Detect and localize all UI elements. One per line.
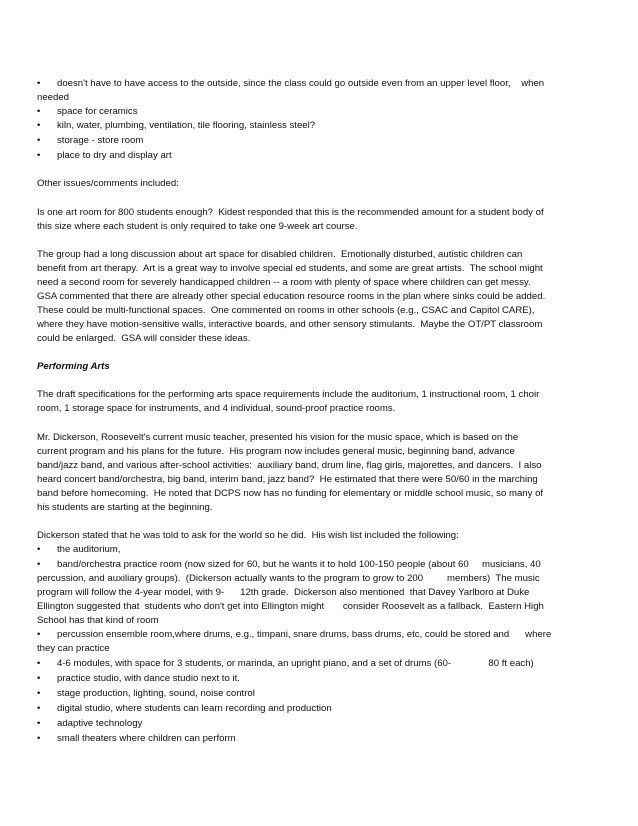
bullet-icon: •	[37, 559, 41, 570]
list-item: • kiln, water, plumbing, ventilation, tile flooring, stainless steel?	[37, 120, 316, 131]
paragraph-line: room, 1 storage space for instruments, and 4 individual, sound-proof practice rooms.	[37, 403, 396, 414]
paragraph-line: his students are starting at the beginning.	[37, 502, 213, 513]
list-item: • the auditorium,	[37, 544, 121, 555]
bullet-icon: •	[37, 150, 41, 161]
bullet-icon: •	[37, 629, 41, 640]
paragraph-line: These could be multi-functional spaces. One commented on rooms in other schools (e.g., CSAC and Capitol CARE),	[37, 305, 535, 316]
paragraph-line: where they have motion-sensitive walls, interactive boards, and other sensory stimulants. Maybe the OT/PT classroom	[37, 319, 543, 330]
paragraph-line: current program and his plans for the future. His program now includes general music, beginning band, advance	[37, 446, 515, 457]
bullet-icon: •	[37, 718, 41, 729]
paragraph-line: heard concert band/orchestra, big band, interim band, jazz band? He estimated that there were 50/60 in the marching	[37, 474, 538, 485]
bullet-icon: •	[37, 658, 41, 669]
list-item: • adaptive technology	[37, 718, 143, 729]
list-item-continuation: Ellington suggested that students who don't get into Ellington might consider Roosevelt as a fallback. Eastern High	[37, 601, 544, 612]
bullet-icon: •	[37, 78, 41, 89]
list-item-continuation: School has that kind of room	[37, 615, 159, 626]
paragraph-line: could be enlarged. GSA will consider these ideas.	[37, 333, 251, 344]
list-item: • storage - store room	[37, 135, 144, 146]
bullet-icon: •	[37, 106, 41, 117]
bullet-icon: •	[37, 120, 41, 131]
paragraph-line: benefit from art therapy. Art is a great way to involve special ed students, and some are great artists. The school might	[37, 263, 543, 274]
list-item: • practice studio, with dance studio next to it.	[37, 673, 240, 684]
paragraph-line: need a second room for severely handicapped children -- a room with plenty of space where children can get messy.	[37, 277, 531, 288]
bullet-icon: •	[37, 544, 41, 555]
list-item: • percussion ensemble room,where drums, e.g., timpani, snare drums, bass drums, etc, could be stored and where	[37, 629, 552, 640]
paragraph-line: The draft specifications for the performing arts space requirements include the auditorium, 1 instructional room, 1 choir	[37, 389, 540, 400]
list-item-continuation: needed	[37, 92, 70, 103]
list-item-continuation: program will follow the 4-year model, with 9- 12th grade. Dickerson also mentioned that Davey Yarlboro at Duke	[37, 587, 530, 598]
bullet-icon: •	[37, 135, 41, 146]
list-item: • small theaters where children can perform	[37, 733, 236, 744]
paragraph-line: band before homecoming. He noted that DCPS now has no funding for elementary or middle school music, so many of	[37, 488, 544, 499]
list-item: • 4-6 modules, with space for 3 students, or marinda, an upright piano, and a set of drums (60- 80 ft each)	[37, 658, 534, 669]
paragraph-other-issues: Other issues/comments included:	[37, 178, 179, 189]
list-item: • digital studio, where students can learn recording and production	[37, 703, 332, 714]
paragraph-line: The group had a long discussion about art space for disabled children. Emotionally disturbed, autistic children can	[37, 249, 523, 260]
bullet-icon: •	[37, 703, 41, 714]
section-heading: Performing Arts	[37, 361, 110, 372]
paragraph-line: this size where each student is only required to take one 9-week art course.	[37, 221, 358, 232]
list-item-continuation: they can practice	[37, 643, 110, 654]
paragraph-line: Mr. Dickerson, Roosevelt's current music teacher, presented his vision for the music space, which is based on the	[37, 432, 519, 443]
list-item: • band/orchestra practice room (now sized for 60, but he wants it to hold 100-150 people (about 60 musicians, 40	[37, 559, 541, 570]
list-item: • stage production, lighting, sound, noise control	[37, 688, 255, 699]
paragraph-line: band/jazz band, and various after-school activities: auxiliary band, drum line, flag girls, majorettes, and dancers. I also	[37, 460, 542, 471]
paragraph-line: Dickerson stated that he was told to ask for the world so he did. His wish list included the following:	[37, 530, 459, 541]
bullet-icon: •	[37, 688, 41, 699]
list-item: • doesn't have to have access to the outside, since the class could go outside even from an upper level floor, when	[37, 78, 545, 89]
list-item: • place to dry and display art	[37, 150, 172, 161]
bullet-icon: •	[37, 733, 41, 744]
list-item: • space for ceramics	[37, 106, 138, 117]
paragraph-line: Is one art room for 800 students enough? Kidest responded that this is the recommended amount for a student body of	[37, 207, 544, 218]
paragraph-line: GSA commented that there are already other special education resource rooms in the plan where sinks could be added.	[37, 291, 546, 302]
bullet-icon: •	[37, 673, 41, 684]
list-item-continuation: percussion, and auxiliary groups). (Dickerson actually wants to the program to grow to 200 members) The music	[37, 573, 540, 584]
